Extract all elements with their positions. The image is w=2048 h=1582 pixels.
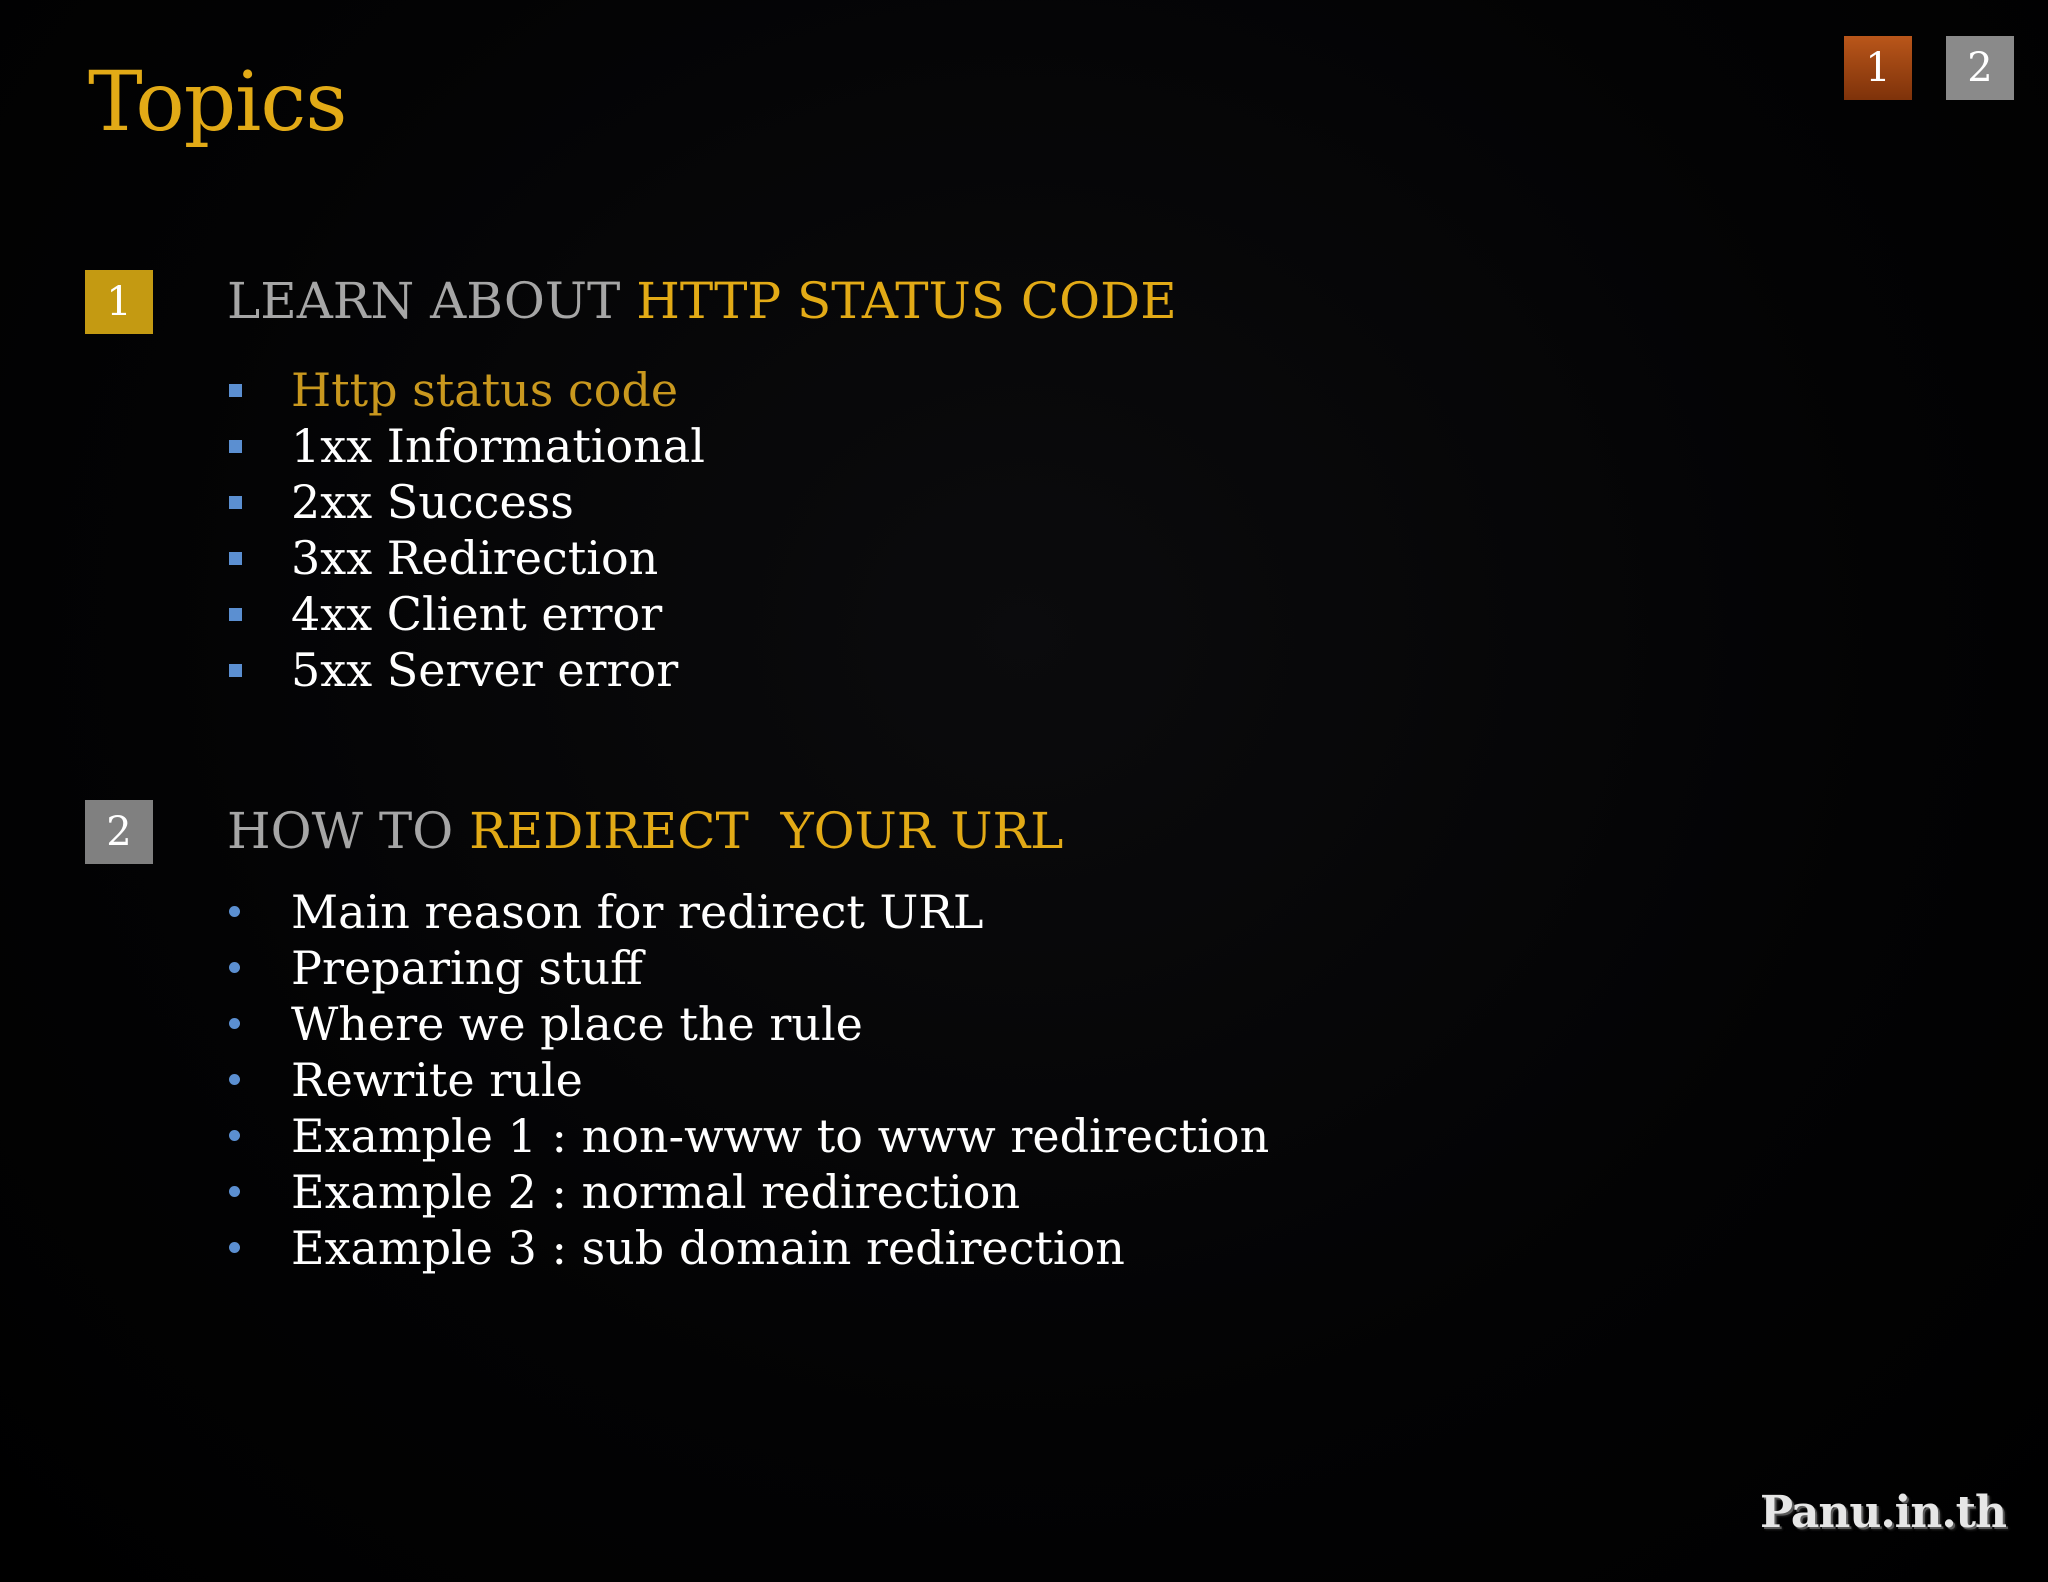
list-item: 3xx Redirection — [227, 530, 705, 586]
square-bullet-icon — [229, 384, 242, 397]
list-item: Http status code — [227, 362, 705, 418]
list-item: 1xx Informational — [227, 418, 705, 474]
section-2-bullet-list — [227, 884, 1269, 1276]
page-1-button[interactable]: 1 — [1844, 36, 1912, 100]
square-bullet-icon — [229, 552, 242, 565]
dot-bullet-icon — [229, 1074, 240, 1085]
square-bullet-icon — [229, 664, 242, 677]
dot-bullet-icon — [229, 906, 240, 917]
page-2-button[interactable]: 2 — [1946, 36, 2014, 100]
list-item: Example 3 : sub domain redirection — [227, 1220, 1269, 1276]
dot-bullet-icon — [229, 962, 240, 973]
dot-bullet-icon — [229, 1130, 240, 1141]
dot-bullet-icon — [229, 1186, 240, 1197]
list-item: 2xx Success — [227, 474, 705, 530]
list-item: Example 2 : normal redirection — [227, 1164, 1269, 1220]
section-1-number-badge: 1 — [85, 270, 153, 334]
list-item: Main reason for redirect URL — [227, 884, 1269, 940]
section-2-number-badge: 2 — [85, 800, 153, 864]
section-1-heading-accent: HTTP STATUS CODE — [636, 272, 1177, 330]
dot-bullet-icon — [229, 1018, 240, 1029]
slide-title: Topics — [88, 55, 347, 150]
square-bullet-icon — [229, 440, 242, 453]
list-item: Example 1 : non-www to www redirection — [227, 1108, 1269, 1164]
list-item: Rewrite rule — [227, 1052, 1269, 1108]
list-item: Preparing stuff — [227, 940, 1269, 996]
square-bullet-icon — [229, 608, 242, 621]
section-1-heading — [227, 274, 1177, 329]
section-1-bullet-list — [227, 362, 705, 698]
list-item: 4xx Client error — [227, 586, 705, 642]
section-1-heading-plain: LEARN ABOUT — [227, 272, 637, 330]
list-item: Where we place the rule — [227, 996, 1269, 1052]
dot-bullet-icon — [229, 1242, 240, 1253]
section-2-heading-accent: REDIRECT YOUR URL — [469, 802, 1064, 860]
square-bullet-icon — [229, 496, 242, 509]
list-item: 5xx Server error — [227, 642, 705, 698]
section-2-heading — [227, 804, 1063, 859]
section-2-heading-plain: HOW TO — [227, 802, 470, 860]
brand-logo: Panu.in.th — [1759, 1487, 2006, 1538]
page-navigation — [1844, 36, 2014, 100]
